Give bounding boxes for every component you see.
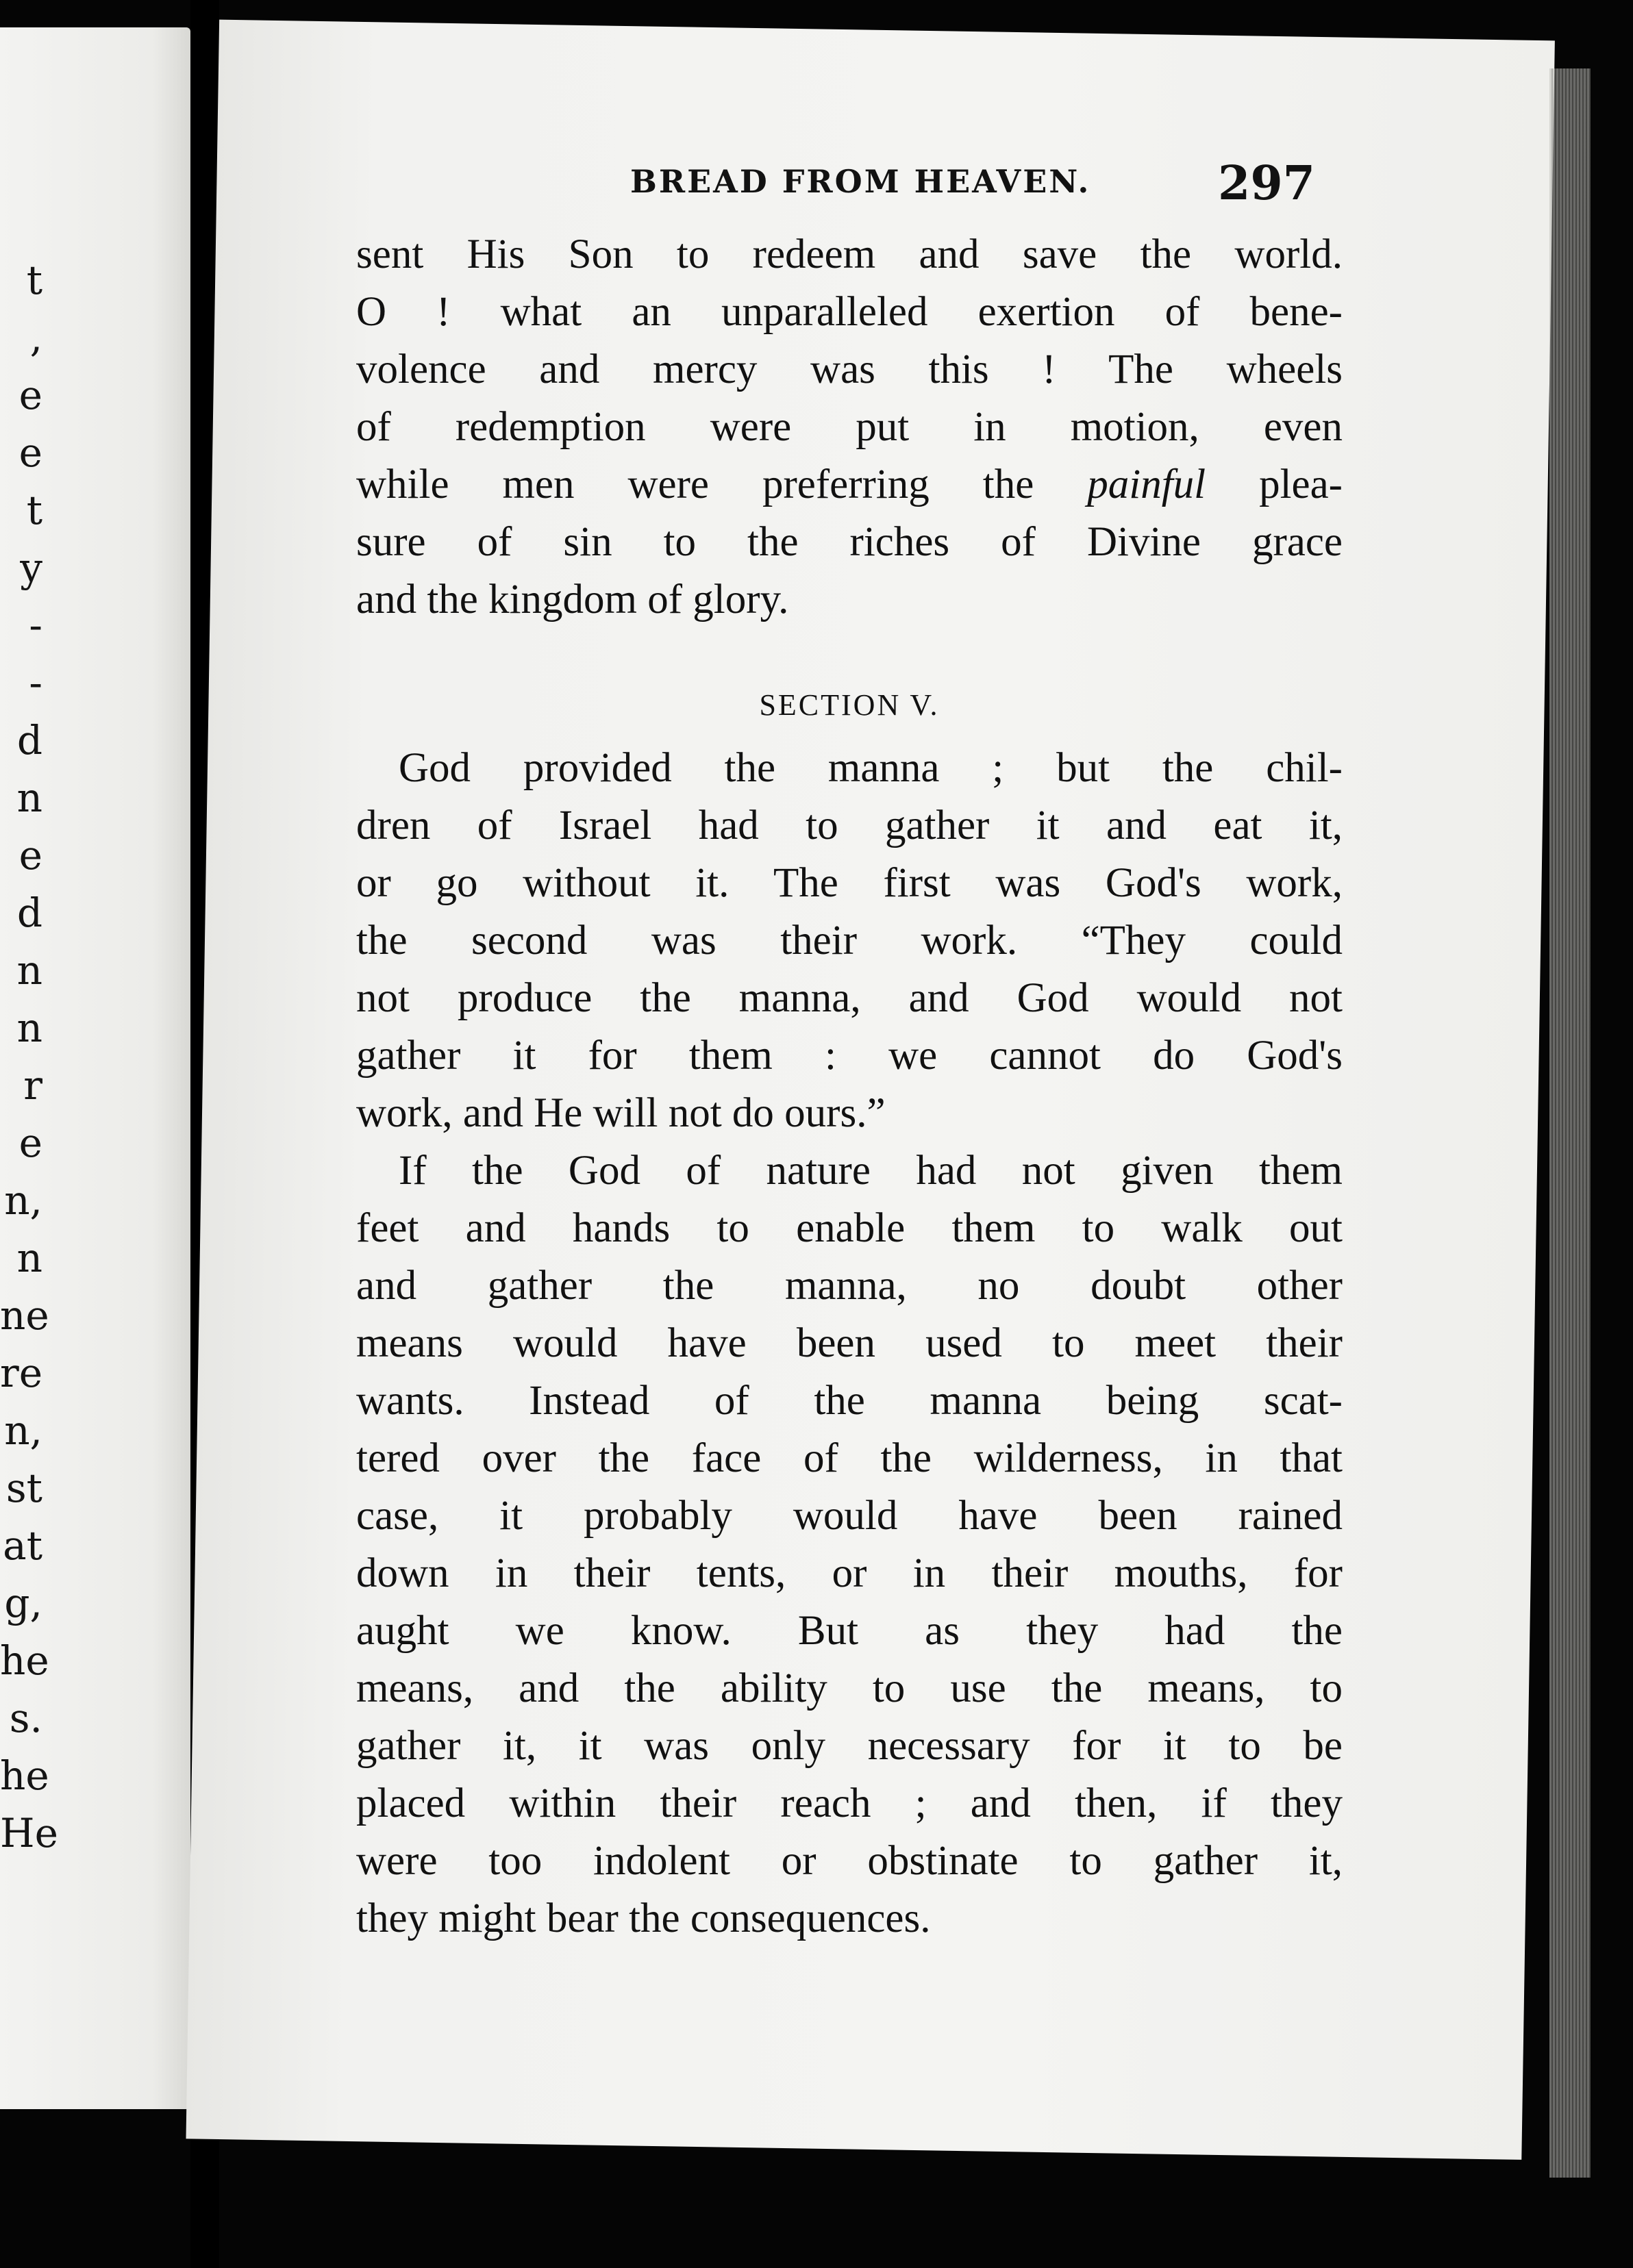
left-page-fragment: e bbox=[18, 429, 42, 476]
left-page-fragment: - bbox=[29, 659, 42, 706]
text-line: placed within their reach ; and then, if they bbox=[356, 1780, 1343, 1826]
left-page-fragment: - bbox=[29, 602, 42, 648]
text-line: tered over the face of the wilderness, in that bbox=[356, 1435, 1343, 1481]
text-line: they might bear the consequences. bbox=[356, 1895, 931, 1941]
left-page-fragment: s. bbox=[9, 1695, 42, 1741]
left-page-fragment: t bbox=[26, 257, 42, 303]
text-line: case, it probably would have been rained bbox=[356, 1493, 1343, 1539]
left-page-fragment: he bbox=[0, 1637, 49, 1684]
text-line: work, and He will not do ours.” bbox=[356, 1090, 886, 1136]
body-text bbox=[356, 226, 1343, 1948]
text-line: volence and mercy was this ! The wheels bbox=[356, 346, 1343, 392]
left-page-fragment: r bbox=[23, 1062, 42, 1109]
left-page-fragment: re bbox=[0, 1350, 43, 1396]
left-page-fragment: ne bbox=[0, 1292, 49, 1339]
left-page-fragment: st bbox=[5, 1465, 42, 1511]
text-line: gather it, it was only necessary for it to be bbox=[356, 1723, 1343, 1769]
left-page-fragment: d bbox=[16, 890, 42, 936]
text-line: of redemption were put in motion, even bbox=[356, 404, 1343, 450]
text-line: and gather the manna, no doubt other bbox=[356, 1263, 1343, 1309]
text-line: sure of sin to the riches of Divine grace bbox=[356, 519, 1343, 565]
left-page-fragment: , bbox=[29, 314, 42, 361]
left-page-fragment: n, bbox=[4, 1407, 42, 1454]
text-line: down in their tents, or in their mouths, for bbox=[356, 1550, 1343, 1596]
page-edges bbox=[1549, 68, 1591, 2178]
page-header bbox=[384, 156, 1315, 218]
text-line: If the God of nature had not given them bbox=[399, 1148, 1343, 1194]
page-number: 297 bbox=[1218, 156, 1315, 211]
text-line: were too indolent or obstinate to gather it, bbox=[356, 1838, 1343, 1884]
text-line: gather it for them : we cannot do God's bbox=[356, 1033, 1343, 1079]
paragraph-3 bbox=[356, 1142, 1343, 1948]
text-line: aught we know. But as they had the bbox=[356, 1608, 1343, 1654]
text-line: O ! what an unparalleled exertion of bene- bbox=[356, 289, 1343, 335]
paragraph-2 bbox=[356, 740, 1343, 1142]
left-page-fragment: n bbox=[16, 1235, 42, 1281]
text-line: dren of Israel had to gather it and eat it, bbox=[356, 803, 1343, 848]
left-page-edge bbox=[0, 27, 190, 2109]
text-line: or go without it. The first was God's work, bbox=[356, 860, 1343, 906]
left-page-fragment: n bbox=[16, 774, 42, 821]
text-line: means, and the ability to use the means, to bbox=[356, 1665, 1343, 1711]
section-heading: SECTION V. bbox=[759, 688, 940, 722]
text-line: feet and hands to enable them to walk out bbox=[356, 1205, 1343, 1251]
left-page-fragment: He bbox=[0, 1810, 58, 1856]
left-page-fragment: d bbox=[16, 717, 42, 764]
paragraph-1 bbox=[356, 226, 1343, 629]
left-page-fragment: e bbox=[18, 832, 42, 879]
left-page-text-fragments bbox=[0, 27, 190, 2109]
text-line: while men were preferring the painful plea- bbox=[356, 462, 1343, 507]
left-page-fragment: y bbox=[20, 544, 42, 591]
left-page-fragment: n, bbox=[4, 1177, 42, 1224]
emphasized-word: painful bbox=[1087, 462, 1206, 507]
text-line: God provided the manna ; but the chil- bbox=[399, 745, 1343, 791]
text-line: means would have been used to meet their bbox=[356, 1320, 1343, 1366]
text-line: sent His Son to redeem and save the world. bbox=[356, 231, 1343, 277]
text-line: wants. Instead of the manna being scat- bbox=[356, 1378, 1343, 1424]
left-page-fragment: at bbox=[3, 1522, 42, 1569]
left-page-fragment: g, bbox=[4, 1580, 42, 1626]
left-page-fragment: e bbox=[18, 372, 42, 418]
text-line: not produce the manna, and God would not bbox=[356, 975, 1343, 1021]
running-title: BREAD FROM HEAVEN. bbox=[630, 163, 1091, 200]
left-page-fragment: e bbox=[18, 1120, 42, 1166]
text-line: the second was their work. “They could bbox=[356, 918, 1343, 963]
left-page-fragment: t bbox=[26, 487, 42, 533]
left-page-fragment: n bbox=[16, 947, 42, 994]
left-page-fragment: n bbox=[16, 1005, 42, 1051]
left-page-fragment: he bbox=[0, 1752, 49, 1799]
text-line: and the kingdom of glory. bbox=[356, 577, 789, 622]
